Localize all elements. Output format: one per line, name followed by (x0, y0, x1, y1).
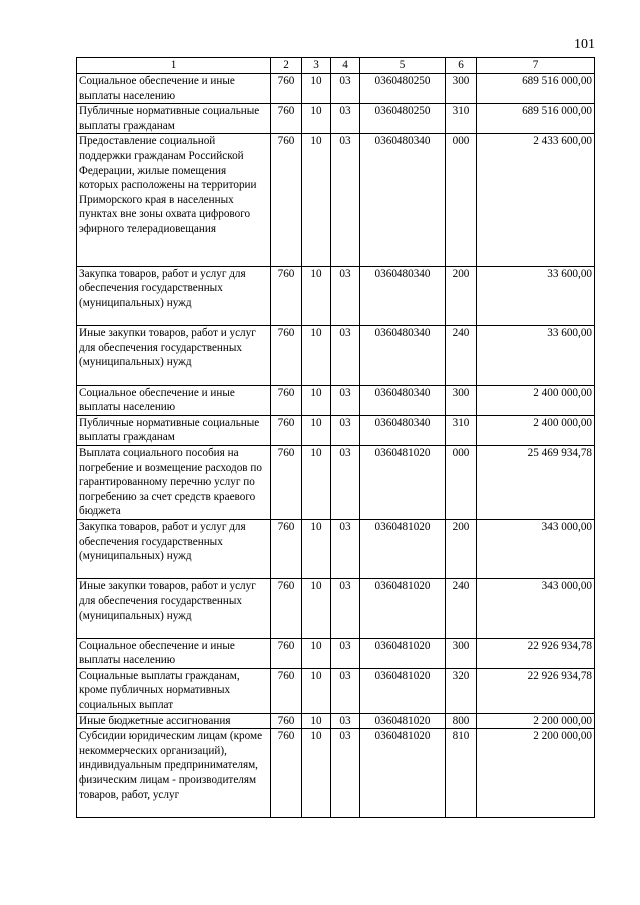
table-row (77, 74, 595, 104)
row-section-code: 10 (302, 134, 331, 266)
row-sum-cell: 33 600,00 (477, 266, 595, 325)
row-sum-cell: 343 000,00 (477, 579, 595, 638)
row-target-article-code: 0360481020 (360, 638, 446, 668)
row-sum-cell: 689 516 000,00 (477, 104, 595, 134)
row-section-code: 10 (302, 385, 331, 415)
table-row (77, 668, 595, 713)
row-name-cell: Социальное обеспечение и иные выплаты населению (77, 385, 271, 415)
row-target-article-code: 0360481020 (360, 668, 446, 713)
row-sum-cell: 343 000,00 (477, 519, 595, 578)
row-target-article-code: 0360481020 (360, 713, 446, 729)
header-col-7: 7 (477, 58, 595, 74)
row-expense-type-code: 300 (446, 638, 477, 668)
row-target-article-code: 0360481020 (360, 729, 446, 818)
row-section-code: 10 (302, 74, 331, 104)
row-target-article-code: 0360481020 (360, 445, 446, 519)
row-section-code: 10 (302, 668, 331, 713)
row-ministry-code: 760 (271, 134, 302, 266)
row-section-code: 10 (302, 104, 331, 134)
header-col-5: 5 (360, 58, 446, 74)
row-target-article-code: 0360481020 (360, 519, 446, 578)
row-sum-cell: 22 926 934,78 (477, 638, 595, 668)
row-section-code: 10 (302, 638, 331, 668)
row-section-code: 10 (302, 266, 331, 325)
header-col-4: 4 (331, 58, 360, 74)
row-name-cell: Предоставление социальной поддержки гражданам Российской Федерации, жилые помещения которых расположены на территории Приморского края в населенных пунктах вне зоны охвата цифрового эфирного телерадиовещания (77, 134, 271, 266)
table-row (77, 415, 595, 445)
row-name-cell: Социальное обеспечение и иные выплаты населению (77, 74, 271, 104)
table-row (77, 445, 595, 519)
row-target-article-code: 0360480340 (360, 415, 446, 445)
row-subsection-code: 03 (331, 74, 360, 104)
table-row (77, 519, 595, 578)
row-name-cell: Иные закупки товаров, работ и услуг для обеспечения государственных (муниципальных) нужд (77, 579, 271, 638)
row-ministry-code: 760 (271, 519, 302, 578)
table-row (77, 713, 595, 729)
row-section-code: 10 (302, 729, 331, 818)
table-row (77, 579, 595, 638)
row-target-article-code: 0360480250 (360, 74, 446, 104)
row-subsection-code: 03 (331, 713, 360, 729)
row-subsection-code: 03 (331, 415, 360, 445)
row-section-code: 10 (302, 445, 331, 519)
row-ministry-code: 760 (271, 104, 302, 134)
row-name-cell: Публичные нормативные социальные выплаты гражданам (77, 415, 271, 445)
row-sum-cell: 2 400 000,00 (477, 385, 595, 415)
row-expense-type-code: 800 (446, 713, 477, 729)
row-sum-cell: 689 516 000,00 (477, 74, 595, 104)
row-sum-cell: 2 400 000,00 (477, 415, 595, 445)
row-subsection-code: 03 (331, 445, 360, 519)
row-subsection-code: 03 (331, 266, 360, 325)
row-target-article-code: 0360480340 (360, 134, 446, 266)
row-sum-cell: 33 600,00 (477, 326, 595, 385)
row-ministry-code: 760 (271, 415, 302, 445)
row-subsection-code: 03 (331, 134, 360, 266)
row-sum-cell: 2 200 000,00 (477, 729, 595, 818)
row-subsection-code: 03 (331, 638, 360, 668)
row-section-code: 10 (302, 579, 331, 638)
row-target-article-code: 0360480340 (360, 385, 446, 415)
row-expense-type-code: 200 (446, 519, 477, 578)
page-number: 101 (574, 37, 595, 52)
table-row (77, 729, 595, 818)
header-col-3: 3 (302, 58, 331, 74)
row-subsection-code: 03 (331, 326, 360, 385)
row-ministry-code: 760 (271, 713, 302, 729)
row-name-cell: Закупка товаров, работ и услуг для обеспечения государственных (муниципальных) нужд (77, 519, 271, 578)
table-row (77, 385, 595, 415)
row-subsection-code: 03 (331, 104, 360, 134)
row-section-code: 10 (302, 326, 331, 385)
header-col-6: 6 (446, 58, 477, 74)
row-expense-type-code: 310 (446, 104, 477, 134)
row-expense-type-code: 000 (446, 134, 477, 266)
row-name-cell: Субсидии юридическим лицам (кроме некоммерческих организаций), индивидуальным предпринимателям, физическим лицам - производителям товаров, работ, услуг (77, 729, 271, 818)
table-row (77, 134, 595, 266)
budget-table (76, 57, 595, 818)
row-sum-cell: 22 926 934,78 (477, 668, 595, 713)
row-ministry-code: 760 (271, 266, 302, 325)
row-ministry-code: 760 (271, 729, 302, 818)
row-name-cell: Социальное обеспечение и иные выплаты населению (77, 638, 271, 668)
header-row (77, 58, 595, 74)
row-sum-cell: 2 200 000,00 (477, 713, 595, 729)
header-col-1: 1 (77, 58, 271, 74)
row-ministry-code: 760 (271, 74, 302, 104)
row-ministry-code: 760 (271, 326, 302, 385)
row-ministry-code: 760 (271, 579, 302, 638)
row-expense-type-code: 000 (446, 445, 477, 519)
row-expense-type-code: 300 (446, 74, 477, 104)
row-sum-cell: 25 469 934,78 (477, 445, 595, 519)
row-expense-type-code: 240 (446, 579, 477, 638)
row-section-code: 10 (302, 415, 331, 445)
row-ministry-code: 760 (271, 638, 302, 668)
row-expense-type-code: 240 (446, 326, 477, 385)
row-subsection-code: 03 (331, 729, 360, 818)
row-ministry-code: 760 (271, 445, 302, 519)
row-name-cell: Социальные выплаты гражданам, кроме публичных нормативных социальных выплат (77, 668, 271, 713)
row-target-article-code: 0360480340 (360, 266, 446, 325)
row-target-article-code: 0360480340 (360, 326, 446, 385)
row-expense-type-code: 310 (446, 415, 477, 445)
row-expense-type-code: 200 (446, 266, 477, 325)
row-ministry-code: 760 (271, 668, 302, 713)
table-row (77, 326, 595, 385)
header-col-2: 2 (271, 58, 302, 74)
row-section-code: 10 (302, 713, 331, 729)
row-expense-type-code: 300 (446, 385, 477, 415)
row-name-cell: Иные закупки товаров, работ и услуг для обеспечения государственных (муниципальных) нужд (77, 326, 271, 385)
row-subsection-code: 03 (331, 519, 360, 578)
row-name-cell: Выплата социального пособия на погребение и возмещение расходов по гарантированному перечню услуг по погребению за счет средств краевого бюджета (77, 445, 271, 519)
row-sum-cell: 2 433 600,00 (477, 134, 595, 266)
table-row (77, 266, 595, 325)
table-row (77, 638, 595, 668)
row-name-cell: Иные бюджетные ассигнования (77, 713, 271, 729)
row-name-cell: Публичные нормативные социальные выплаты гражданам (77, 104, 271, 134)
row-subsection-code: 03 (331, 668, 360, 713)
row-ministry-code: 760 (271, 385, 302, 415)
row-subsection-code: 03 (331, 579, 360, 638)
row-target-article-code: 0360481020 (360, 579, 446, 638)
row-expense-type-code: 810 (446, 729, 477, 818)
row-target-article-code: 0360480250 (360, 104, 446, 134)
row-name-cell: Закупка товаров, работ и услуг для обеспечения государственных (муниципальных) нужд (77, 266, 271, 325)
row-section-code: 10 (302, 519, 331, 578)
row-subsection-code: 03 (331, 385, 360, 415)
row-expense-type-code: 320 (446, 668, 477, 713)
table-row (77, 104, 595, 134)
